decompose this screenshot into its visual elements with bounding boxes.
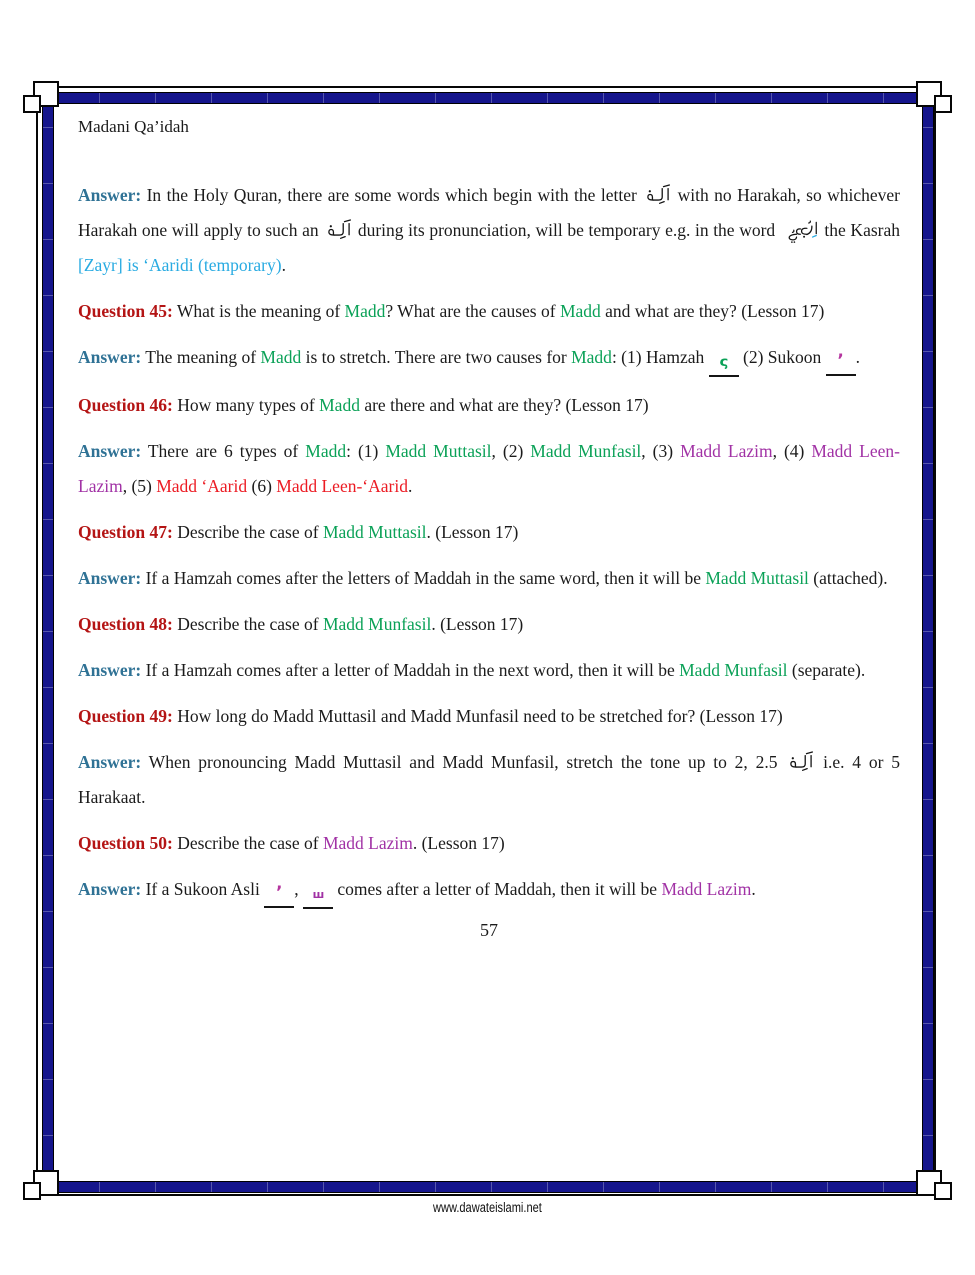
text-run: , (3) — [641, 441, 681, 461]
question-label: Question 50: — [78, 833, 173, 853]
text-run: , (5) — [122, 476, 157, 496]
arabic-word-alif — [642, 184, 672, 205]
answer-50 — [78, 872, 900, 909]
text-run: How many types of — [172, 395, 320, 415]
text-run: . — [855, 347, 861, 367]
answer-45 — [78, 340, 900, 377]
text-run: : (1) Hamzah — [611, 347, 709, 367]
text-run: . — [281, 255, 286, 275]
term-madd-lazim: Madd Lazim — [661, 879, 752, 899]
answer-48 — [78, 653, 900, 688]
answer-intro-paragraph — [78, 178, 900, 283]
answer-label: Answer: — [78, 660, 142, 680]
shaddah-mark: ш — [303, 888, 333, 909]
question-47 — [78, 515, 900, 550]
page-number: 57 — [480, 920, 498, 940]
text-run: . (Lesson 17) — [412, 833, 505, 853]
text-run: , (4) — [772, 441, 812, 461]
corner-ornament-top-right-small — [934, 95, 952, 113]
question-49 — [78, 699, 900, 734]
text-run: In the Holy Quran, there are some words which begin with the letter — [141, 185, 643, 205]
text-run: If a Sukoon Asli — [141, 879, 265, 899]
term-madd-muttasil: Madd Muttasil — [322, 522, 427, 542]
text-run: are there and what are they? (Lesson 17) — [359, 395, 649, 415]
question-label: Question 48: — [78, 614, 173, 634]
term-madd-lazim: Madd Lazim — [322, 833, 413, 853]
term-madd: Madd — [559, 301, 601, 321]
footer — [0, 1199, 975, 1217]
answer-label: Answer: — [78, 752, 142, 772]
answer-label: Answer: — [78, 347, 142, 367]
question-label: Question 49: — [78, 706, 173, 726]
text-run: during its pronunciation, will be temporary e.g. in the word — [353, 220, 780, 240]
text-run: . — [751, 879, 756, 899]
sukoon-mark: ’ — [264, 887, 294, 908]
answer-46 — [78, 434, 900, 504]
term-madd-muttasil: Madd Muttasil — [385, 441, 492, 461]
sukoon-mark: ’ — [826, 355, 856, 376]
text-run: , (2) — [491, 441, 531, 461]
corner-ornament-bottom-left-small — [23, 1182, 41, 1200]
question-label: Question 46: — [78, 395, 173, 415]
text-run: If a Hamzah comes after the letters of Maddah in the same word, then it will be — [141, 568, 706, 588]
term-madd: Madd — [319, 395, 360, 415]
text-run: What is the meaning of — [172, 301, 345, 321]
text-run: comes after a letter of Maddah, then it will be — [332, 879, 662, 899]
question-45 — [78, 294, 900, 329]
text-run: How long do Madd Muttasil and Madd Munfasil need to be stretched for? (Lesson 17) — [172, 706, 783, 726]
term-madd-munfasil: Madd Munfasil — [530, 441, 642, 461]
term-madd: Madd — [305, 441, 347, 461]
text-run: . — [407, 476, 413, 496]
term-madd-lazim: Madd Lazim — [680, 441, 773, 461]
question-label: Question 47: — [78, 522, 173, 542]
text-run: is to stretch. There are two causes for — [301, 347, 572, 367]
answer-label: Answer: — [78, 568, 142, 588]
frame-band-top — [42, 92, 934, 104]
answer-49 — [78, 745, 900, 815]
text-run: ? What are the causes of — [385, 301, 560, 321]
page-title: Madani Qa’idah — [78, 117, 189, 136]
page-content — [78, 116, 900, 941]
text-run: Describe the case of — [172, 614, 323, 634]
arabic-word-irjiee — [780, 217, 820, 244]
answer-label: Answer: — [78, 185, 142, 205]
answer-label: Answer: — [78, 879, 142, 899]
arabic-word-alif — [785, 751, 815, 772]
text-run: the Kasrah — [819, 220, 900, 240]
text-run: : (1) — [346, 441, 386, 461]
text-run: and what are they? (Lesson 17) — [600, 301, 825, 321]
term-madd-muttasil: Madd Muttasil — [705, 568, 809, 588]
arabic-word-alif — [323, 219, 353, 240]
question-48 — [78, 607, 900, 642]
text-run: i.e. 4 or 5 Harakaat. — [78, 752, 900, 807]
term-madd: Madd — [344, 301, 386, 321]
term-madd-leen-aarid: Madd Leen-‘Aarid — [276, 476, 408, 496]
hamzah-mark: ς — [709, 356, 739, 377]
text-run: (separate). — [787, 660, 866, 680]
term-madd-leen-lazim: Madd Leen-Lazim — [78, 441, 900, 496]
term-madd-munfasil: Madd Munfasil — [679, 660, 788, 680]
text-run: If a Hamzah comes after a letter of Maddah in the next word, then it will be — [141, 660, 680, 680]
frame-band-left — [42, 92, 54, 1193]
corner-ornament-bottom-right-small — [934, 1182, 952, 1200]
question-label: Question 45: — [78, 301, 173, 321]
answer-47 — [78, 561, 900, 596]
text-run: . (Lesson 17) — [431, 614, 524, 634]
text-run: . (Lesson 17) — [426, 522, 519, 542]
text-run: (attached). — [808, 568, 888, 588]
text-run: , — [294, 879, 303, 899]
text-run: The meaning of — [141, 347, 261, 367]
highlighted-phrase: [Zayr] is ‘Aaridi (temporary) — [78, 255, 282, 275]
text-run: When pronouncing Madd Muttasil and Madd Munfasil, stretch the tone up to 2, 2.5 — [141, 752, 786, 772]
frame-band-right — [922, 92, 934, 1193]
footer-url: www.dawateislami.net — [433, 1200, 542, 1215]
text-run: with no Harakah, so whichever Harakah one will apply to such an — [78, 185, 900, 240]
question-50 — [78, 826, 900, 861]
term-madd: Madd — [260, 347, 302, 367]
text-run: There are 6 types of — [141, 441, 306, 461]
frame-band-bottom — [42, 1181, 934, 1193]
question-46 — [78, 388, 900, 423]
answer-label: Answer: — [78, 441, 142, 461]
text-run: (2) Sukoon — [738, 347, 826, 367]
text-run: Describe the case of — [172, 833, 323, 853]
text-run: Describe the case of — [172, 522, 323, 542]
text-run: (6) — [247, 476, 277, 496]
term-madd-munfasil: Madd Munfasil — [322, 614, 432, 634]
term-madd: Madd — [571, 347, 612, 367]
term-madd-aarid: Madd ‘Aarid — [156, 476, 248, 496]
corner-ornament-top-left-small — [23, 95, 41, 113]
